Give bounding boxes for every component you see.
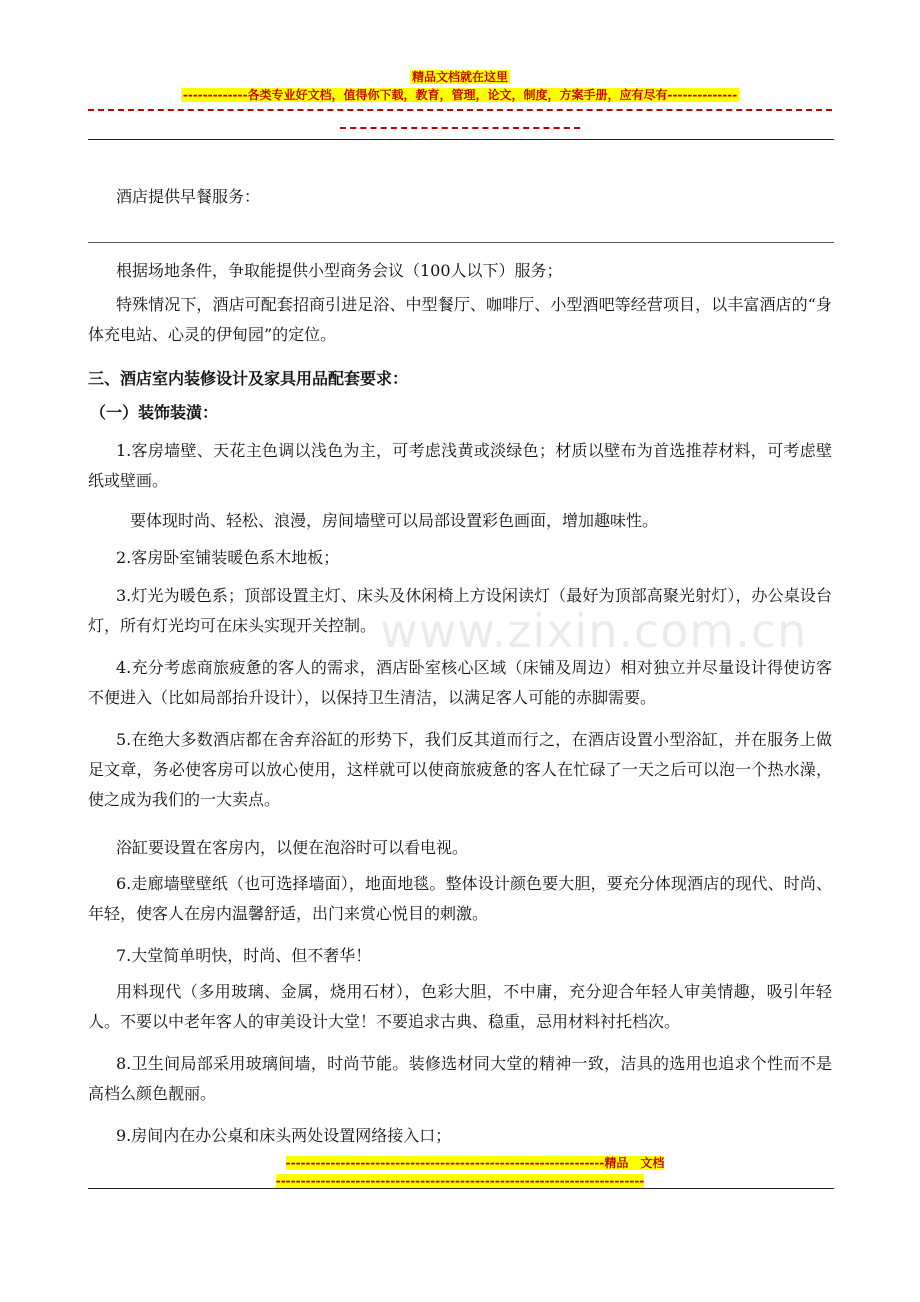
footer-rule bbox=[88, 1188, 834, 1189]
section-heading: 三、酒店室内装修设计及家具用品配套要求： bbox=[88, 369, 409, 388]
paragraph-item-7: 7.大堂简单明快，时尚、但不奢华！ bbox=[116, 946, 372, 965]
header-subtitle-text: -------------各类专业好文档，值得你下载，教育，管理，论文，制度，方案手册，应有尽有-------------- bbox=[182, 88, 738, 102]
footer-line-1-text: ----------------------------------------------------------------精品 文档 bbox=[285, 1156, 665, 1170]
paragraph-item-4: 4.充分考虑商旅疲惫的客人的需求，酒店卧室核心区域（床铺及周边）相对独立并尽量设计得使访客不便进入（比如局部抬升设计），以保持卫生清洁，以满足客人可能的赤脚需要。 bbox=[88, 658, 832, 707]
header-dash-line bbox=[88, 109, 832, 111]
paragraph-item-3: 3.灯光为暖色系；顶部设置主灯、床头及休闲椅上方设闲读灯（最好为顶部高聚光射灯），办公桌设台灯，所有灯光均可在床头实现开关控制。 bbox=[88, 586, 832, 635]
paragraph-item-7-note: 用料现代（多用玻璃、金属，烧用石材），色彩大胆，不中庸，充分迎合年轻人审美情趣，吸引年轻人。不要以中老年客人的审美设计大堂！不要追求古典、稳重，忌用材料衬托档次。 bbox=[88, 982, 832, 1031]
paragraph-item-8: 8.卫生间局部采用玻璃间墙，时尚节能。装修选材同大堂的精神一致，洁具的选用也追求个性而不是高档么颜色靓丽。 bbox=[88, 1054, 832, 1103]
header-rule bbox=[88, 139, 834, 140]
paragraph-item-5-note: 浴缸要设置在客房内，以便在泡浴时可以看电视。 bbox=[116, 838, 469, 857]
header-subtitle bbox=[0, 84, 920, 103]
header-title bbox=[0, 66, 920, 85]
paragraph-item-1-note: 要体现时尚、轻松、浪漫，房间墙壁可以局部设置彩色画面，增加趣味性。 bbox=[130, 511, 659, 530]
watermark-text: www.zixin.com.cn bbox=[380, 604, 808, 658]
paragraph-item-6: 6.走廊墙壁壁纸（也可选择墙面），地面地毯。整体设计颜色要大胆，要充分体现酒店的现代、时尚、年轻，使客人在房内温馨舒适，出门来赏心悦目的刺激。 bbox=[88, 874, 832, 923]
subsection-heading: （一）装饰装潢： bbox=[90, 403, 219, 422]
paragraph-item-5: 5.在绝大多数酒店都在舍弃浴缸的形势下，我们反其道而行之，在酒店设置小型浴缸，并在服务上做足文章，务必使客房可以放心使用，这样就可以使商旅疲惫的客人在忙碌了一天之后可以泡一个热水澡，使之成为我们的一大卖点。 bbox=[88, 730, 832, 809]
paragraph-item-9: 9.房间内在办公桌和床头两处设置网络接入口； bbox=[116, 1126, 452, 1145]
section-rule bbox=[88, 242, 834, 243]
paragraph-breakfast: 酒店提供早餐服务： bbox=[116, 187, 261, 206]
paragraph-meeting: 根据场地条件，争取能提供小型商务会议（100人以下）服务； bbox=[116, 261, 563, 280]
footer-line-2 bbox=[0, 1170, 920, 1189]
header-title-text: 精品文档就在这里 bbox=[411, 70, 508, 84]
footer-line-2-text: -------------------------------------------------------------------------- bbox=[275, 1174, 645, 1188]
paragraph-item-1: 1.客房墙壁、天花主色调以浅色为主，可考虑浅黄或淡绿色；材质以壁布为首选推荐材料，可考虑壁纸或壁画。 bbox=[88, 441, 832, 490]
paragraph-item-2: 2.客房卧室铺装暖色系木地板； bbox=[116, 548, 340, 567]
footer-line-1 bbox=[0, 1152, 920, 1171]
paragraph-special: 特殊情况下，酒店可配套招商引进足浴、中型餐厅、咖啡厅、小型酒吧等经营项目，以丰富酒店的“身体充电站、心灵的伊甸园”的定位。 bbox=[88, 295, 832, 344]
header-dash-line-short bbox=[340, 127, 580, 129]
